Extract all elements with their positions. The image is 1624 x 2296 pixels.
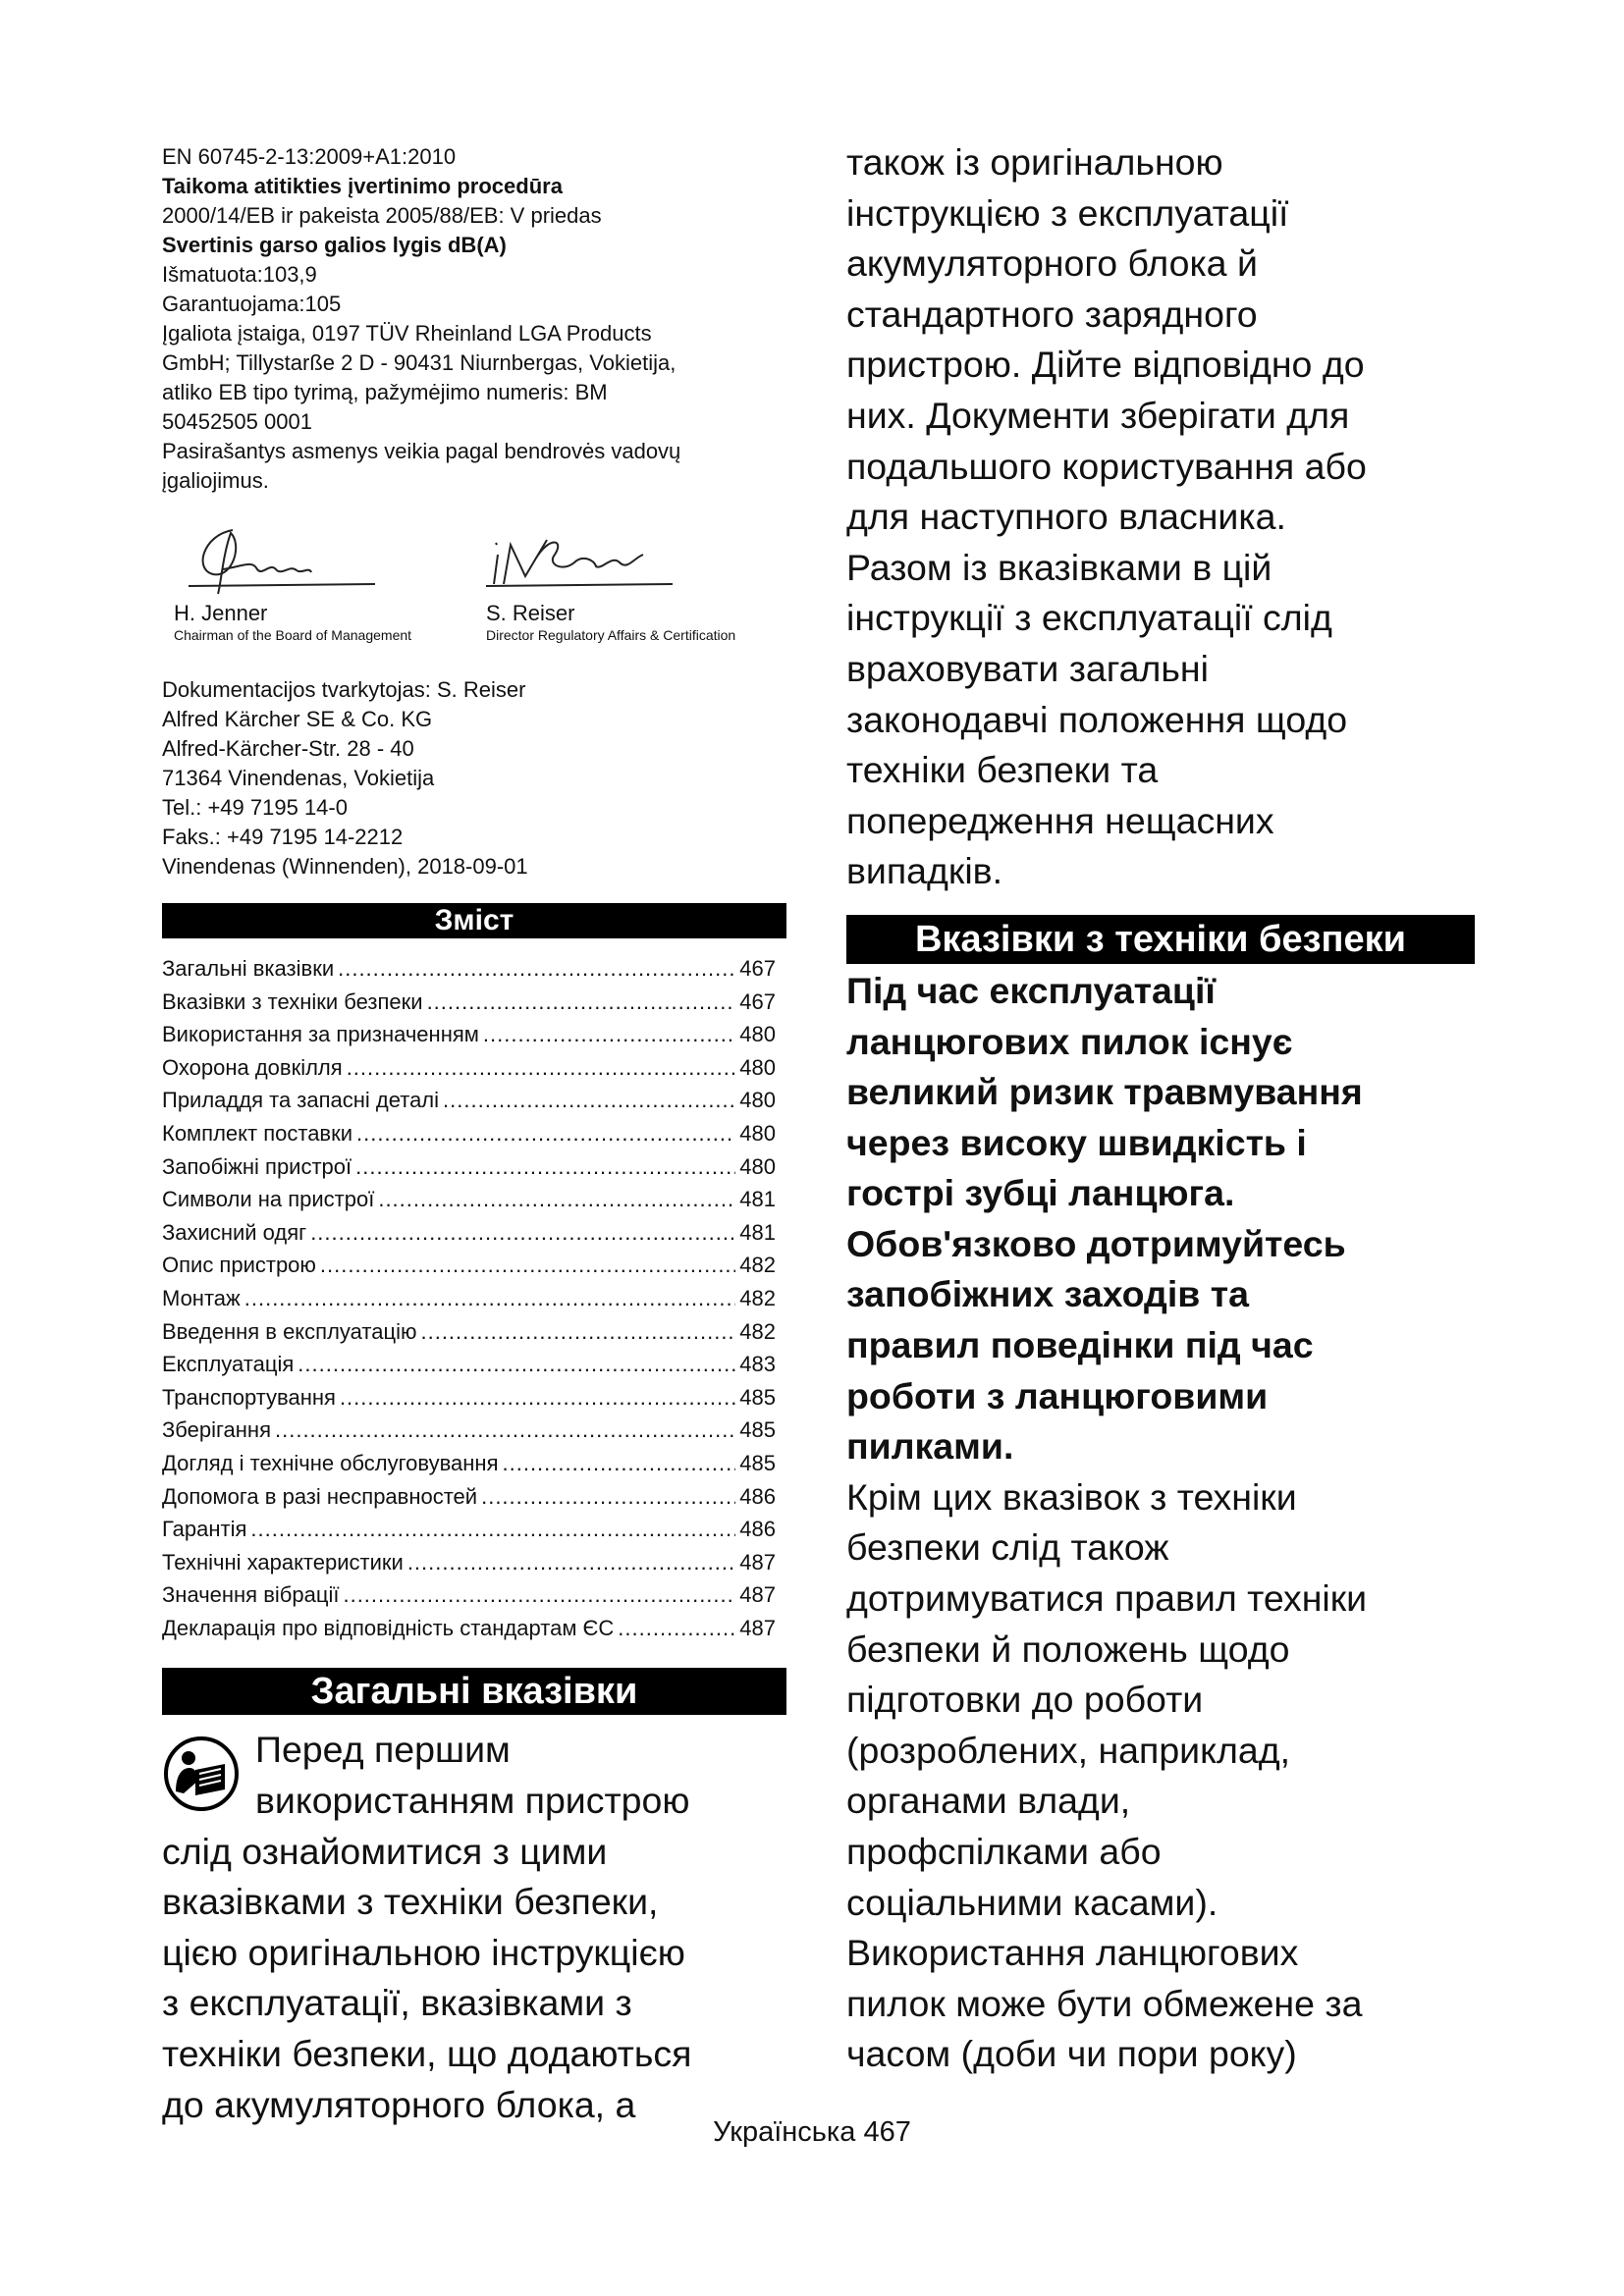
toc-entry-page: 487 [739, 1549, 776, 1575]
declaration-line: įgaliojimus. [162, 468, 269, 493]
toc-entry[interactable] [162, 1381, 776, 1415]
toc-entry[interactable] [162, 1480, 776, 1514]
right-column [846, 137, 1480, 2080]
general-intro-continued [846, 137, 1480, 897]
signature-reiser [486, 515, 735, 644]
general-intro-indented [162, 1725, 785, 1826]
toc-dot-leader [347, 1051, 736, 1085]
toc-entry[interactable] [162, 1282, 776, 1315]
paragraph-line: випадків. [846, 850, 1002, 892]
paragraph-line: часом (доби чи пори року) [846, 2033, 1297, 2075]
toc-entry-title: Значення вібрації [162, 1582, 340, 1608]
toc-entry-title: Догляд і технічне обслуговування [162, 1450, 499, 1475]
toc-entry[interactable] [162, 1578, 776, 1612]
toc-entry-title: Експлуатація [162, 1352, 295, 1377]
paragraph-line: соціальними касами). [846, 1881, 1218, 1923]
toc-entry-page: 487 [739, 1582, 776, 1608]
paragraph-line: з експлуатації, вказівками з [162, 1982, 632, 2024]
declaration-line: 2000/14/EB ir pakeista 2005/88/EB: V priedas [162, 203, 602, 228]
paragraph-line: попередження нещасних [846, 799, 1274, 841]
address-line: Vinendenas (Winnenden), 2018-09-01 [162, 854, 528, 879]
declaration-line: Įgaliota įstaiga, 0197 TÜV Rheinland LGA Products [162, 321, 652, 346]
toc-entry-page: 482 [739, 1253, 776, 1278]
paragraph-line: акумуляторного блока й [846, 242, 1258, 285]
declaration-line: Pasirašantys asmenys veikia pagal bendrovės vadovų [162, 439, 681, 463]
paragraph-line: Разом із вказівками в цій [846, 546, 1272, 588]
toc-dot-leader [356, 1117, 735, 1150]
toc-entry-page: 482 [739, 1285, 776, 1310]
paragraph-line: подальшого користування або [846, 445, 1367, 487]
signer-name: H. Jenner [174, 601, 268, 625]
warning-line: роботи з ланцюговими [846, 1374, 1269, 1416]
address-line: 71364 Vinendenas, Vokietija [162, 766, 435, 790]
paragraph-line: вказівками з техніки безпеки, [162, 1881, 659, 1923]
paragraph-line: профспілками або [846, 1831, 1162, 1872]
toc-entry-page: 485 [739, 1450, 776, 1475]
toc-dot-leader [320, 1249, 735, 1282]
toc-entry[interactable] [162, 952, 776, 986]
toc-dot-leader [340, 1381, 735, 1415]
safety-warning [846, 966, 1480, 1472]
paragraph-line: інструкції з експлуатації слід [846, 597, 1332, 639]
paragraph-line: враховувати загальні [846, 647, 1209, 689]
toc-entry-page: 485 [739, 1384, 776, 1410]
toc-entry[interactable] [162, 1018, 776, 1051]
paragraph-line: них. Документи зберігати для [846, 394, 1350, 436]
toc-dot-leader [407, 1546, 735, 1579]
toc-entry-title: Охорона довкілля [162, 1054, 343, 1080]
paragraph-line: техніки безпеки, що додаються [162, 2033, 692, 2075]
toc-entry-title: Символи на пристрої [162, 1187, 375, 1212]
declaration-line: EN 60745-2-13:2009+A1:2010 [162, 144, 457, 169]
declaration-heading: Svertinis garso galios lygis dB(A) [162, 233, 507, 257]
paragraph-line: дотримуватися правил техніки [846, 1577, 1368, 1620]
paragraph-line: слід ознайомитися з цими [162, 1830, 608, 1872]
toc-entry[interactable] [162, 1414, 776, 1447]
toc-entry[interactable] [162, 1348, 776, 1381]
toc-dot-leader [244, 1282, 736, 1315]
toc-dot-leader [338, 952, 735, 986]
paragraph-line: безпеки слід також [846, 1526, 1169, 1569]
safety-section-title: Вказівки з техніки безпеки [846, 915, 1475, 964]
address-line: Tel.: +49 7195 14-0 [162, 795, 348, 820]
general-section-body [162, 1725, 785, 2130]
table-of-contents [162, 952, 776, 1644]
toc-entry[interactable] [162, 1216, 776, 1250]
toc-entry-title: Гарантія [162, 1517, 247, 1542]
warning-line: гострі зубці ланцюга. [846, 1172, 1235, 1214]
toc-entry[interactable] [162, 1513, 776, 1546]
toc-dot-leader [310, 1216, 735, 1250]
left-column [162, 142, 785, 2130]
toc-entry-page: 467 [739, 988, 776, 1014]
toc-entry[interactable] [162, 1117, 776, 1150]
toc-entry[interactable] [162, 1051, 776, 1085]
warning-line: Під час експлуатації [846, 969, 1216, 1011]
toc-entry-page: 480 [739, 1120, 776, 1146]
signatures [162, 515, 785, 667]
read-manual-icon [162, 1735, 241, 1813]
toc-entry-page: 480 [739, 1153, 776, 1179]
warning-line: ланцюгових пилок існує [846, 1020, 1293, 1062]
toc-dot-leader [378, 1183, 735, 1216]
warning-line: через високу швидкість і [846, 1121, 1307, 1163]
paragraph-line: техніки безпеки та [846, 749, 1159, 791]
toc-dot-leader [481, 1480, 735, 1514]
toc-dot-leader [343, 1578, 735, 1612]
general-section-title: Загальні вказівки [162, 1668, 786, 1715]
toc-entry-page: 485 [739, 1417, 776, 1443]
toc-entry[interactable] [162, 1183, 776, 1216]
toc-entry-page: 481 [739, 1219, 776, 1245]
toc-entry[interactable] [162, 1546, 776, 1579]
toc-dot-leader [298, 1348, 735, 1381]
warning-line: правил поведінки під час [846, 1324, 1314, 1366]
paragraph-line: стандартного зарядного [846, 293, 1258, 335]
signer-name: S. Reiser [486, 601, 575, 625]
warning-line: Обов'язково дотримуйтесь [846, 1222, 1346, 1264]
signer-role: Director Regulatory Affairs & Certification [486, 627, 736, 643]
declaration-line: Garantuojama:105 [162, 292, 342, 316]
signature-jenner [174, 515, 419, 644]
paragraph-line: також із оригінальною [846, 141, 1223, 183]
toc-entry[interactable] [162, 1249, 776, 1282]
toc-entry-title: Приладдя та запасні деталі [162, 1088, 440, 1113]
paragraph-line: (розроблених, наприклад, [846, 1729, 1290, 1771]
toc-dot-leader [275, 1414, 735, 1447]
toc-entry-title: Загальні вказівки [162, 956, 335, 981]
toc-entry-title: Монтаж [162, 1285, 241, 1310]
toc-entry-title: Зберігання [162, 1417, 271, 1443]
toc-entry[interactable] [162, 1315, 776, 1349]
toc-dot-leader [618, 1612, 735, 1645]
toc-entry-page: 481 [739, 1187, 776, 1212]
toc-entry-title: Запобіжні пристрої [162, 1153, 352, 1179]
toc-dot-leader [483, 1018, 735, 1051]
toc-title: Зміст [162, 903, 786, 938]
toc-entry-page: 480 [739, 1088, 776, 1113]
paragraph-line: пристрою. Дійте відповідно до [846, 344, 1365, 386]
toc-entry-title: Комплект поставки [162, 1120, 353, 1146]
warning-line: великий ризик травмування [846, 1071, 1363, 1113]
toc-dot-leader [443, 1084, 735, 1117]
declaration-line: GmbH; Tillystarße 2 D - 90431 Niurnbergas, Vokietija, [162, 350, 677, 375]
paragraph-line: Використання ланцюгових [846, 1932, 1299, 1974]
toc-entry-title: Технічні характеристики [162, 1549, 404, 1575]
paragraph-line: законодавчі положення щодо [846, 698, 1348, 740]
declaration-heading: Taikoma atitikties įvertinimo procedūra [162, 174, 563, 198]
toc-dot-leader [250, 1513, 735, 1546]
toc-dot-leader [420, 1315, 735, 1349]
general-intro-text [162, 1827, 785, 2131]
toc-entry-title: Опис пристрою [162, 1253, 316, 1278]
toc-entry-title: Декларація про відповідність стандартам ЄС [162, 1615, 615, 1640]
toc-entry-title: Введення в експлуатацію [162, 1318, 417, 1344]
toc-entry[interactable] [162, 1084, 776, 1117]
toc-dot-leader [355, 1150, 735, 1184]
toc-entry-page: 486 [739, 1517, 776, 1542]
toc-entry-title: Допомога в разі несправностей [162, 1483, 478, 1509]
toc-entry-page: 487 [739, 1615, 776, 1640]
toc-entry-title: Вказівки з техніки безпеки [162, 988, 423, 1014]
signature-jenner-mark [174, 515, 419, 599]
footer-page-number: 467 [863, 2116, 911, 2148]
toc-entry-title: Використання за призначенням [162, 1022, 479, 1047]
toc-entry-page: 467 [739, 956, 776, 981]
warning-line: пилками. [846, 1425, 1014, 1468]
address-line: Alfred-Kärcher-Str. 28 - 40 [162, 736, 414, 761]
address-block [162, 675, 785, 881]
toc-entry[interactable] [162, 1150, 776, 1184]
toc-entry[interactable] [162, 1447, 776, 1480]
toc-entry-page: 482 [739, 1318, 776, 1344]
declaration-line: 50452505 0001 [162, 409, 312, 434]
paragraph-line: інструкцією з експлуатації [846, 191, 1289, 234]
toc-dot-leader [503, 1447, 736, 1480]
toc-entry-page: 483 [739, 1352, 776, 1377]
paragraph-line: цією оригінальною інструкцією [162, 1931, 685, 1973]
toc-entry-title: Транспортування [162, 1384, 336, 1410]
address-line: Dokumentacijos tvarkytojas: S. Reiser [162, 677, 526, 702]
paragraph-line: підготовки до роботи [846, 1679, 1204, 1721]
toc-entry-page: 486 [739, 1483, 776, 1509]
footer-language: Українська [713, 2116, 856, 2148]
paragraph-line: використанням пристрою [255, 1780, 690, 1822]
toc-entry-page: 480 [739, 1054, 776, 1080]
toc-entry[interactable] [162, 1612, 776, 1645]
declaration-line: atliko EB tipo tyrimą, pažymėjimo numeris: BM [162, 380, 608, 404]
toc-entry-page: 480 [739, 1022, 776, 1047]
address-line: Faks.: +49 7195 14-2212 [162, 825, 404, 849]
paragraph-line: пилок може бути обмежене за [846, 1982, 1363, 2024]
safety-body-text [846, 1472, 1480, 2080]
paragraph-line: Перед першим [255, 1729, 511, 1771]
paragraph-line: Крім цих вказівок з техніки [846, 1475, 1297, 1518]
toc-dot-leader [427, 986, 736, 1019]
address-line: Alfred Kärcher SE & Co. KG [162, 707, 433, 731]
declaration-line: Išmatuota:103,9 [162, 262, 317, 287]
declaration-header-block [162, 142, 785, 496]
paragraph-line: для наступного власника. [846, 496, 1286, 538]
paragraph-line: безпеки й положень щодо [846, 1628, 1290, 1670]
page-footer [0, 2116, 1624, 2149]
paragraph-line: до акумуляторного блока, а [162, 2083, 636, 2125]
warning-line: запобіжних заходів та [846, 1273, 1249, 1315]
toc-entry[interactable] [162, 986, 776, 1019]
signature-reiser-mark [486, 515, 682, 599]
toc-entry-title: Захисний одяг [162, 1219, 307, 1245]
paragraph-line: органами влади, [846, 1780, 1131, 1822]
signer-role: Chairman of the Board of Management [174, 627, 412, 643]
